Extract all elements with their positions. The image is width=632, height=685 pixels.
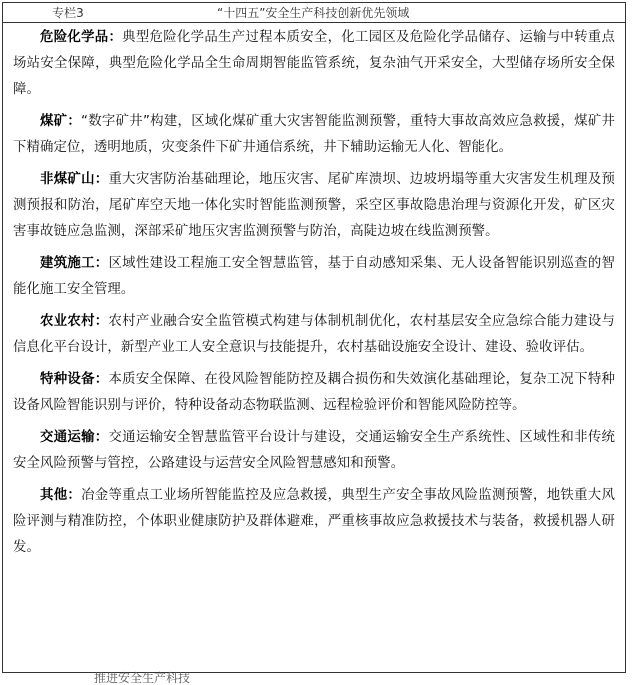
item-construction xyxy=(13,251,615,303)
item-agriculture xyxy=(13,309,615,361)
item-term: 其他： xyxy=(40,488,82,503)
item-text: “数字矿井”构建，区域化煤矿重大灾害智能监测预警，重特大事故高效应急救援，煤矿井下精确定位，透明地质，灾变条件下矿井通信系统，井下辅助运输无人化、智能化。 xyxy=(13,114,615,155)
box-header xyxy=(3,3,625,23)
item-term: 特种设备： xyxy=(40,372,109,387)
item-text: 农村产业融合安全监管模式构建与体制机制优化，农村基层安全应急综合能力建设与信息化平台设计，新型产业工人安全意识与技能提升，农村基础设施安全设计、建设、验收评估。 xyxy=(13,314,616,355)
footer-cutoff-text: 推进安全生产科技 xyxy=(94,671,191,685)
item-transportation xyxy=(13,425,615,477)
item-text: 冶金等重点工业场所智能监控及应急救援，典型生产安全事故风险监测预警，地铁重大风险评测与精准防控，个体职业健康防护及群体避难，严重核事故应急救援技术与装备，救援机器人研发。 xyxy=(13,488,615,555)
item-hazardous-chemicals xyxy=(13,25,615,103)
item-term: 危险化学品： xyxy=(40,30,123,45)
box-content xyxy=(3,23,625,561)
item-term: 农业农村： xyxy=(40,314,109,329)
item-text: 区域性建设工程施工安全智慧监管，基于自动感知采集、无人设备智能识别巡查的智能化施工安全管理。 xyxy=(13,256,616,297)
item-text: 本质安全保障、在役风险智能防控及耦合损伤和失效演化基础理论，复杂工况下特种设备风险智能识别与评价，特种设备动态物联监测、远程检验评价和智能风险防控等。 xyxy=(13,372,616,413)
item-special-equipment xyxy=(13,367,615,419)
item-term: 交通运输： xyxy=(40,430,109,445)
item-coal-mine xyxy=(13,109,615,161)
item-term: 非煤矿山： xyxy=(40,172,109,187)
item-text: 典型危险化学品生产过程本质安全，化工园区及危险化学品储存、运输与中转重点场站安全保障，典型危险化学品全生命周期智能监管系统，复杂油气开采安全，大型储存场所安全保障。 xyxy=(13,30,615,97)
item-term: 建筑施工： xyxy=(40,256,109,271)
item-non-coal-mine xyxy=(13,167,615,245)
item-term: 煤矿： xyxy=(40,114,82,129)
item-text: 交通运输安全智慧监管平台设计与建设，交通运输安全生产系统性、区域性和非传统安全风险预警与管控，公路建设与运营安全风险智慧感知和预警。 xyxy=(13,430,616,471)
item-text: 重大灾害防治基础理论，地压灾害、尾矿库溃坝、边坡坍塌等重大灾害发生机理及预测预报和防治，尾矿库空天地一体化实时智能监测预警，采空区事故隐患治理与资源化开发，矿区灾害事故链应急监测，深部采矿地压灾害监测预警与防治，高陡边坡在线监测预警。 xyxy=(13,172,616,239)
box-label: 专栏3 xyxy=(52,6,84,20)
box-title: “十四五”安全生产科技创新优先领域 xyxy=(217,6,410,20)
item-other xyxy=(13,483,615,561)
sidebar-box xyxy=(2,2,626,673)
